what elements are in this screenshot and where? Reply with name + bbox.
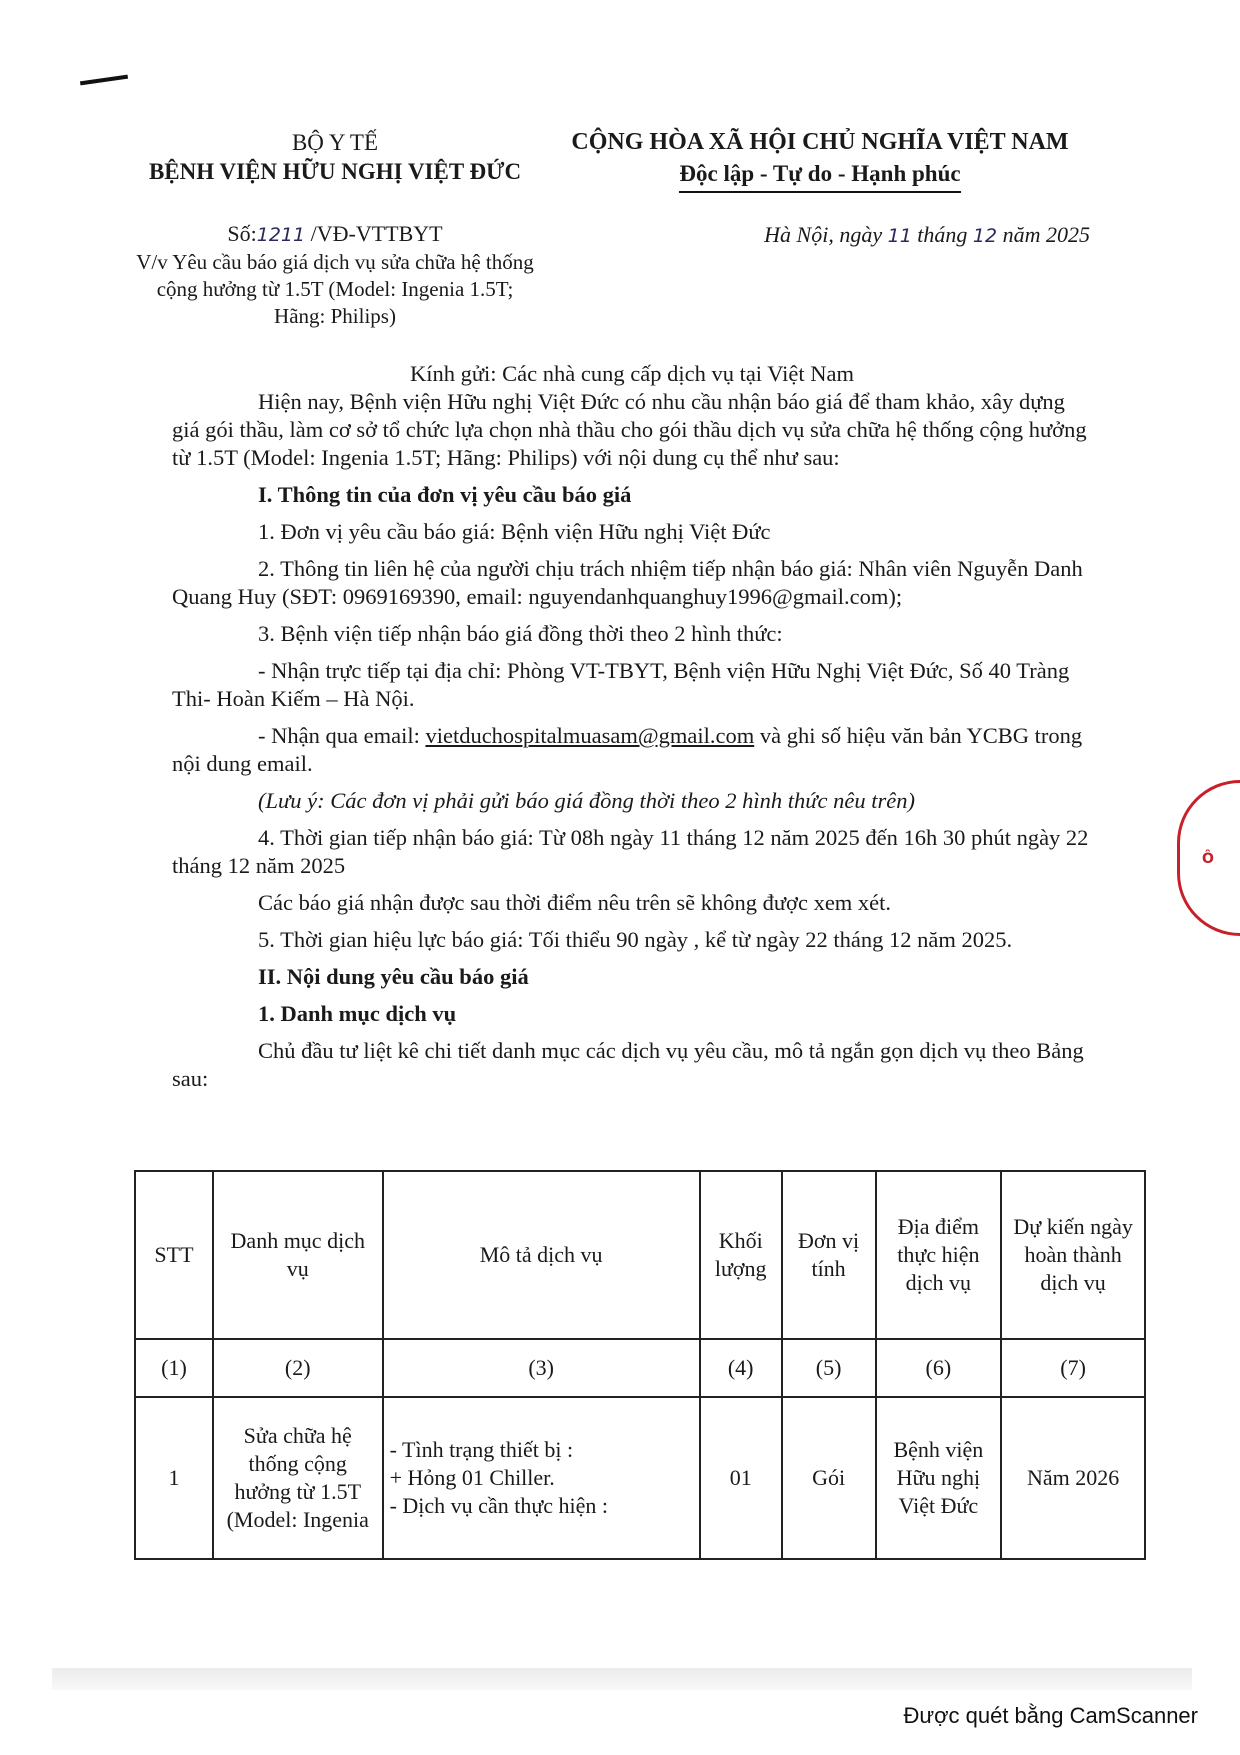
reference-block [130, 220, 540, 330]
handwritten-month: 12 [972, 225, 998, 247]
letter-body [172, 360, 1092, 1093]
cell-location: Bệnh viện Hữu nghị Việt Đức [876, 1397, 1002, 1559]
item-4: 4. Thời gian tiếp nhận báo giá: Từ 08h ngày 11 tháng 12 năm 2025 đến 16h 30 phút ngày 22 tháng 12 năm 2025 [172, 825, 1089, 878]
header-location: Địa điểm thực hiện dịch vụ [876, 1171, 1002, 1339]
cell-unit: Gói [782, 1397, 876, 1559]
national-motto: Độc lập - Tự do - Hạnh phúc [679, 158, 960, 193]
service-table [134, 1170, 1146, 1560]
cell-quantity: 01 [700, 1397, 782, 1559]
intro-paragraph: Hiện nay, Bệnh viện Hữu nghị Việt Đức có nhu cầu nhận báo giá để tham khảo, xây dựng giá gói thầu, làm cơ sở tổ chức lựa chọn nhà thầu cho gói thầu dịch vụ sửa chữa hệ thống cộng hưởng từ 1.5T (Model: Ingenia 1.5T; Hãng: Philips) với nội dung cụ thể như sau: [172, 389, 1087, 470]
header-description: Mô tả dịch vụ [383, 1171, 700, 1339]
item-3: 3. Bệnh viện tiếp nhận báo giá đồng thời theo 2 hình thức: [258, 621, 783, 646]
item-5: 5. Thời gian hiệu lực báo giá: Tối thiểu 90 ngày , kể từ ngày 22 tháng 12 năm 2025. [258, 927, 1013, 952]
submission-note: (Lưu ý: Các đơn vị phải gửi báo giá đồng thời theo 2 hình thức nêu trên) [258, 788, 916, 813]
handwritten-number: 1211 [256, 224, 306, 246]
header-stt: STT [135, 1171, 213, 1339]
email-link[interactable]: vietduchospitalmuasam@gmail.com [425, 723, 755, 748]
scanner-watermark: Được quét bằng CamScanner [903, 1703, 1198, 1728]
scan-edge-shadow [52, 1668, 1192, 1690]
item-2: 2. Thông tin liên hệ của người chịu trách nhiệm tiếp nhận báo giá: Nhân viên Nguyễn Danh Quang Huy (SĐT: 0969169390, email: nguyendanhquanghuy1996@gmail.com); [172, 556, 1083, 609]
table-index-row: (1) (2) (3) (4) (5) (6) (7) [135, 1339, 1145, 1397]
issue-date: Hà Nội, ngày 11 tháng 12 năm 2025 [764, 222, 1090, 247]
cell-service: Sửa chữa hệ thống cộng hưởng từ 1.5T (Model: Ingenia [213, 1397, 383, 1559]
country-title: CỘNG HÒA XÃ HỘI CHỦ NGHĨA VIỆT NAM [571, 129, 1069, 155]
item-4-note: Các báo giá nhận được sau thời điểm nêu trên sẽ không được xem xét. [258, 890, 892, 915]
cell-stt: 1 [135, 1397, 213, 1559]
header-quantity: Khối lượng [700, 1171, 782, 1339]
section-2-heading: II. Nội dung yêu cầu báo giá [258, 964, 529, 989]
header-service: Danh mục dịch vụ [213, 1171, 383, 1339]
document-subject: V/v Yêu cầu báo giá dịch vụ sửa chữa hệ thống cộng hưởng từ 1.5T (Model: Ingenia 1.5T; Hãng: Philips) [136, 250, 534, 328]
item-3a: - Nhận trực tiếp tại địa chỉ: Phòng VT-TBYT, Bệnh viện Hữu Nghị Việt Đức, Số 40 Tràng Thi- Hoàn Kiếm – Hà Nội. [172, 658, 1070, 711]
table-header-row [135, 1171, 1145, 1339]
handwritten-day: 11 [887, 225, 912, 247]
subsection-1-heading: 1. Danh mục dịch vụ [258, 1001, 457, 1026]
issuer-block [120, 128, 550, 186]
salutation: Kính gửi: Các nhà cung cấp dịch vụ tại Việt Nam [409, 361, 855, 386]
header-completion: Dự kiến ngày hoàn thành dịch vụ [1001, 1171, 1145, 1339]
cell-description: - Tình trạng thiết bị : + Hỏng 01 Chiller. - Dịch vụ cần thực hiện : [383, 1397, 700, 1559]
hospital-name: BỆNH VIỆN HỮU NGHỊ VIỆT ĐỨC [148, 159, 522, 184]
table-intro: Chủ đầu tư liệt kê chi tiết danh mục các dịch vụ yêu cầu, mô tả ngắn gọn dịch vụ theo Bảng sau: [172, 1038, 1084, 1091]
item-3b: - Nhận qua email: vietduchospitalmuasam@gmail.com và ghi số hiệu văn bản YCBG trong nội dung email. [172, 723, 1083, 776]
red-seal-fragment: Ô [1177, 780, 1240, 936]
ministry-name: BỘ Y TẾ [291, 130, 379, 155]
header-unit: Đơn vị tính [782, 1171, 876, 1339]
pen-mark [80, 75, 128, 86]
table-row [135, 1397, 1145, 1559]
national-title-block [555, 126, 1085, 193]
section-1-heading: I. Thông tin của đơn vị yêu cầu báo giá [258, 482, 632, 507]
cell-completion: Năm 2026 [1001, 1397, 1145, 1559]
document-number: Số:1211 /VĐ-VTTBYT [227, 221, 443, 246]
item-1: 1. Đơn vị yêu cầu báo giá: Bệnh viện Hữu nghị Việt Đức [258, 519, 771, 544]
